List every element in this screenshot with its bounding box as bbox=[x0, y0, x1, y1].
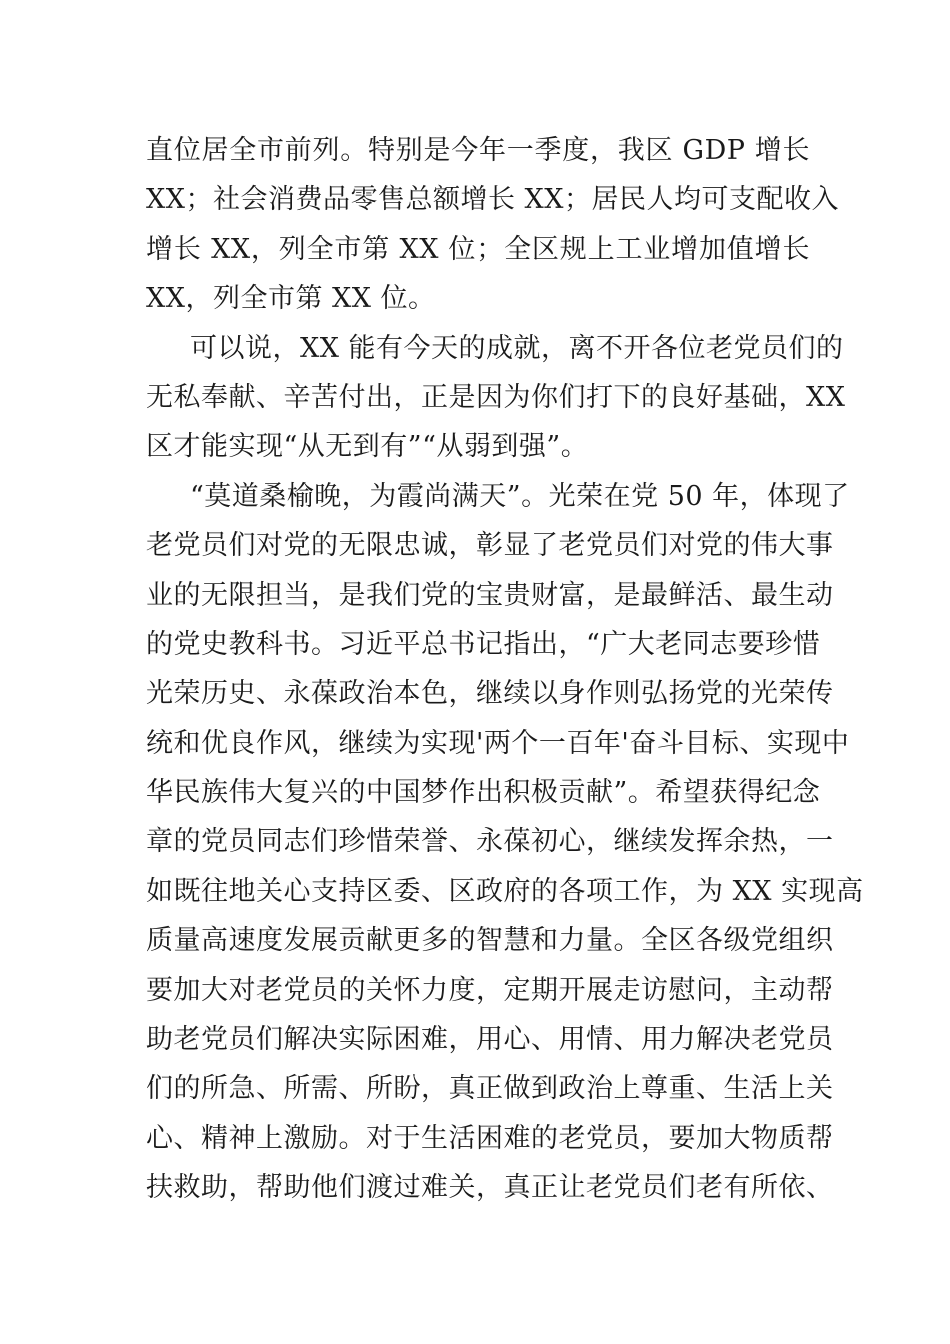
text-line: “莫道桑榆晚，为霞尚满天”。光荣在党 50 年，体现了 bbox=[190, 480, 850, 512]
paragraph-1 bbox=[146, 126, 839, 324]
text-line: 直位居全市前列。特别是今年一季度，我区 GDP 增长 bbox=[146, 135, 810, 166]
text-line: 区才能实现“从无到有”“从弱到强”。 bbox=[146, 431, 589, 463]
text-line: 助老党员们解决实际困难，用心、用情、用力解决老党员 bbox=[146, 1024, 834, 1056]
text-line: 们的所急、所需、所盼，真正做到政治上尊重、生活上关 bbox=[146, 1073, 834, 1105]
text-line: 的党史教科书。习近平总书记指出，“广大老同志要珍惜 bbox=[146, 628, 821, 660]
text-line: XX，列全市第 XX 位。 bbox=[146, 283, 436, 315]
text-line: 扶救助，帮助他们渡过难关，真正让老党员们老有所依、 bbox=[146, 1172, 834, 1204]
text-line: 增长 XX，列全市第 XX 位；全区规上工业增加值增长 bbox=[146, 233, 810, 265]
paragraph-2 bbox=[146, 324, 846, 472]
text-line: 老党员们对党的无限忠诚，彰显了老党员们对党的伟大事 bbox=[146, 530, 834, 562]
text-line: 要加大对老党员的关怀力度，定期开展走访慰问，主动帮 bbox=[146, 974, 834, 1006]
text-line: 业的无限担当，是我们党的宝贵财富，是最鲜活、最生动 bbox=[146, 579, 834, 611]
text-line: 华民族伟大复兴的中国梦作出积极贡献”。希望获得纪念 bbox=[146, 777, 821, 809]
text-line: 无私奉献、辛苦付出，正是因为你们打下的良好基础，XX bbox=[146, 381, 846, 413]
text-line: XX；社会消费品零售总额增长 XX；居民人均可支配收入 bbox=[146, 184, 839, 216]
text-line: 质量高速度发展贡献更多的智慧和力量。全区各级党组织 bbox=[146, 925, 834, 957]
text-line: 章的党员同志们珍惜荣誉、永葆初心，继续发挥余热，一 bbox=[146, 826, 834, 858]
text-line: 如既往地关心支持区委、区政府的各项工作，为 XX 实现高 bbox=[146, 875, 864, 907]
text-line: 心、精神上激励。对于生活困难的老党员，要加大物质帮 bbox=[146, 1122, 834, 1154]
text-line: 可以说，XX 能有今天的成就，离不开各位老党员们的 bbox=[190, 332, 844, 364]
body-text bbox=[146, 126, 864, 1213]
paragraph-3 bbox=[146, 472, 864, 1213]
text-line: 统和优良作风，继续为实现'两个一百年'奋斗目标、实现中 bbox=[146, 727, 850, 759]
text-line: 光荣历史、永葆政治本色，继续以身作则弘扬党的光荣传 bbox=[146, 678, 834, 710]
